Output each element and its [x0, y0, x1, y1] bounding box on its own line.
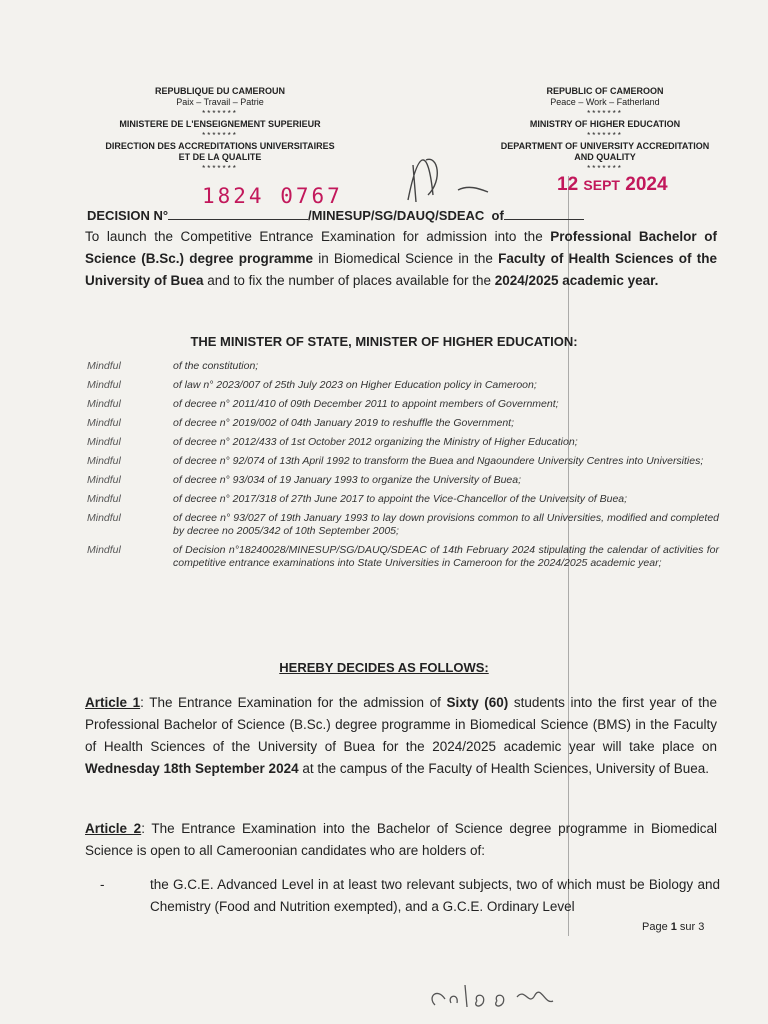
decision-prefix: DECISION N°: [87, 208, 169, 223]
decision-of: of: [491, 208, 504, 223]
country-name-en: REPUBLIC OF CAMEROON: [546, 86, 664, 96]
mindful-item: [87, 512, 719, 538]
mindful-label: Mindful: [87, 360, 121, 372]
bullet-text: the G.C.E. Advanced Level in at least two relevant subjects, two of which must be Biology and Chemistry (Food and Nutrition exempted), and a G.C.E. Ordinary Level: [150, 877, 720, 914]
ministry-name-fr: MINISTERE DE L'ENSEIGNEMENT SUPERIEUR: [119, 119, 321, 129]
date-stamp: [557, 174, 668, 196]
article-bold: Wednesday 18th September 2024: [85, 761, 299, 776]
article-1-label: Article 1: [85, 695, 141, 710]
intro-text: and to fix the number of places available for the: [203, 273, 495, 288]
signature-scribble: [398, 140, 518, 210]
article-text: students into the first year of the Professional Bachelor of Science (B.Sc.) degree programme in Biomedical Science (BMS) in the Faculty of Health Sciences of the University of Buea for the 2024/2025 academic year will take place on: [85, 695, 717, 754]
mindful-label: Mindful: [87, 455, 121, 467]
mindful-label: Mindful: [87, 474, 121, 486]
mindful-text: of decree n° 2011/410 of 09th December 2011 to appoint members of Government;: [173, 398, 559, 410]
separator-stars: *******: [587, 164, 623, 173]
mindful-text: of decree n° 2017/318 of 27th June 2017 to appoint the Vice-Chancellor of the University of Buea;: [173, 493, 628, 505]
mindful-text: of decree n° 93/027 of 19th January 1993 to lay down provisions common to all Universities, modified and completed by decree no 2005/342 of 10th September 2005;: [173, 512, 719, 537]
article-text: : The Entrance Examination for the admission of: [140, 695, 447, 710]
intro-text: To launch the Competitive Entrance Examination for admission into the: [85, 229, 551, 244]
mindful-text: of decree n° 92/074 of 13th April 1992 to transform the Buea and Ngaoundere University Centres into Universities;: [173, 455, 704, 467]
mindful-label: Mindful: [87, 398, 121, 410]
mindful-label: Mindful: [87, 512, 121, 524]
mindful-text: of decree n° 93/034 of 19 January 1993 to organize the University of Buea;: [173, 474, 522, 486]
mindful-text: of the constitution;: [173, 360, 259, 372]
article-text: at the campus of the Faculty of Health Sciences, University of Buea.: [298, 761, 710, 776]
date-stamp-month: SEPT: [583, 177, 620, 193]
mindful-item: [87, 455, 719, 468]
mindful-text: of Decision n°18240028/MINESUP/SG/DAUQ/SDEAC of 14th February 2024 stipulating the calendar of activities for competitive entrance examinations into State Universities in Cameroon for the 2024/2025 academic year;: [173, 544, 719, 569]
page-sep: sur: [676, 921, 699, 933]
decides-heading-text: HEREBY DECIDES AS FOLLOWS:: [279, 660, 489, 675]
directorate-line1-fr: DIRECTION DES ACCREDITATIONS UNIVERSITAIRES: [105, 141, 335, 151]
department-line2-en: AND QUALITY: [574, 152, 636, 162]
date-blank: [504, 207, 584, 220]
article-2-label: Article 2: [85, 821, 142, 836]
header-left-french: [90, 86, 350, 174]
bullet-marker: -: [100, 877, 105, 892]
date-stamp-year: 2024: [625, 174, 668, 195]
mindful-text: of law n° 2023/007 of 25th July 2023 on Higher Education policy in Cameroon;: [173, 379, 537, 391]
mindful-item: [87, 398, 719, 411]
handwritten-initials: [425, 975, 585, 1020]
decision-reference: /MINESUP/SG/DAUQ/SDEAC: [308, 208, 485, 223]
decision-subject: [85, 226, 717, 292]
mindful-item: [87, 436, 719, 449]
mindful-text: of decree n° 2019/002 of 04th January 2019 to reshuffle the Government;: [173, 417, 515, 429]
directorate-line2-fr: ET DE LA QUALITE: [178, 152, 262, 162]
mindful-item: [87, 544, 719, 570]
mindful-item: [87, 360, 719, 373]
mindful-item: [87, 379, 719, 392]
mindful-label: Mindful: [87, 544, 121, 556]
separator-stars: *******: [202, 164, 238, 173]
article-2: [85, 818, 717, 862]
mindful-item: [87, 493, 719, 506]
mindful-label: Mindful: [87, 436, 121, 448]
intro-bold: 2024/2025 academic year.: [494, 273, 659, 288]
ministry-name-en: MINISTRY OF HIGHER EDUCATION: [529, 119, 681, 129]
country-name-fr: REPUBLIQUE DU CAMEROUN: [154, 86, 285, 96]
separator-stars: *******: [587, 109, 623, 118]
motto-en: Peace – Work – Fatherland: [550, 97, 660, 107]
number-blank: [168, 207, 308, 220]
page-number: [642, 921, 704, 933]
separator-stars: *******: [202, 109, 238, 118]
mindful-item: [87, 417, 719, 430]
mindful-label: Mindful: [87, 417, 121, 429]
mindful-label: Mindful: [87, 493, 121, 505]
minister-heading: THE MINISTER OF STATE, MINISTER OF HIGHER EDUCATION:: [190, 334, 578, 349]
department-line1-en: DEPARTMENT OF UNIVERSITY ACCREDITATION: [500, 141, 710, 151]
article-text: : The Entrance Examination into the Bachelor of Science degree programme in Biomedical Science is open to all Cameroonian candidates who are holders of:: [85, 821, 717, 858]
mindful-label: Mindful: [87, 379, 121, 391]
separator-stars: *******: [587, 131, 623, 140]
intro-text: in Biomedical Science in the: [312, 251, 499, 266]
decision-number-stamp: 1824 0767: [202, 184, 343, 208]
page-current: 1: [670, 921, 677, 933]
article-bold: Sixty (60): [446, 695, 509, 710]
page-total: 3: [698, 921, 705, 933]
date-stamp-day: 12: [557, 174, 579, 195]
requirement-bullet: [100, 874, 720, 918]
separator-stars: *******: [202, 131, 238, 140]
intro-bold: Faculty of Health Sciences of the University of Buea: [85, 251, 717, 288]
page-prefix: Page: [642, 921, 671, 933]
motto-fr: Paix – Travail – Patrie: [176, 97, 264, 107]
mindful-text: of decree n° 2012/433 of 1st October 2012 organizing the Ministry of Higher Education;: [173, 436, 578, 448]
mindful-item: [87, 474, 719, 487]
decision-reference-line: [87, 207, 584, 223]
article-1: [85, 692, 717, 780]
mindful-list: [87, 360, 719, 570]
decides-heading: [0, 660, 768, 675]
intro-bold: Professional Bachelor of Science (B.Sc.) degree programme: [85, 229, 717, 266]
